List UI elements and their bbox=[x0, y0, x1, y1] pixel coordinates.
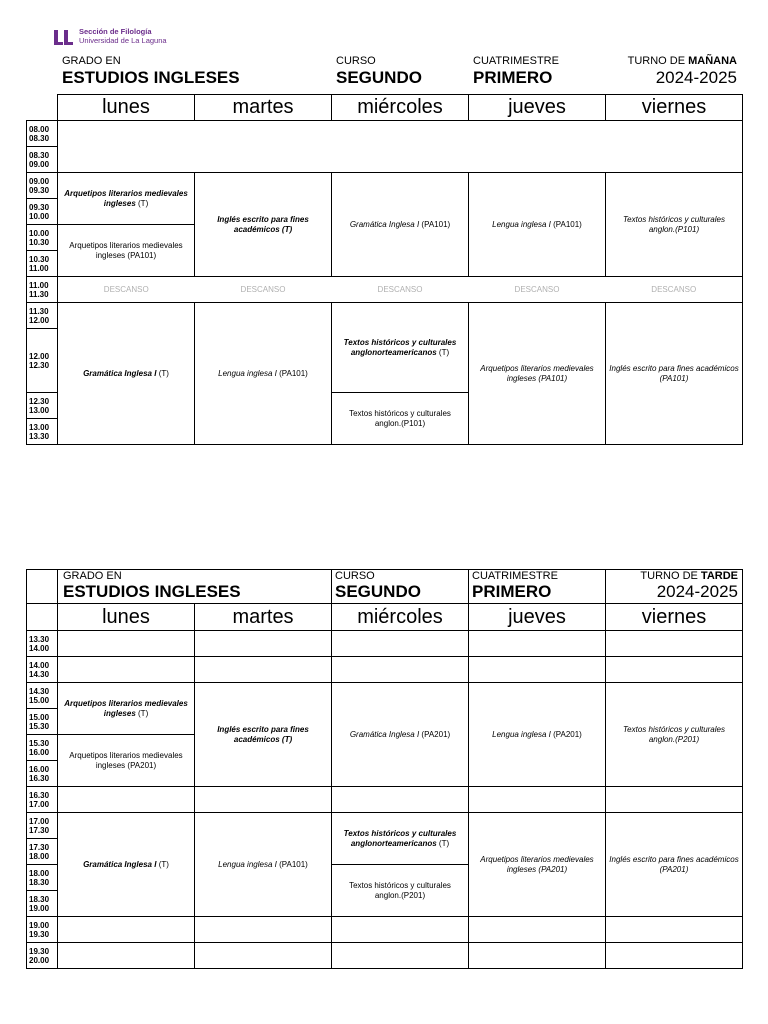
class-room: (T) bbox=[158, 368, 169, 378]
time-slot: 18.30 19.00 bbox=[27, 891, 58, 917]
corner-cell bbox=[27, 604, 58, 631]
class-cell bbox=[469, 303, 606, 445]
class-title: Textos históricos y culturales anglon.(P101) bbox=[623, 214, 725, 234]
cuatrimestre-label: CUATRIMESTRE bbox=[469, 570, 606, 582]
day-header: martes bbox=[195, 95, 332, 121]
time-slot: 14.00 14.30 bbox=[27, 657, 58, 683]
day-header: viernes bbox=[606, 95, 743, 121]
break-cell: DESCANSO bbox=[469, 277, 606, 303]
time-slot: 17.30 18.00 bbox=[27, 839, 58, 865]
class-room: (T) bbox=[158, 859, 169, 869]
turno-label bbox=[606, 570, 743, 582]
turno-prefix: TURNO DE bbox=[627, 55, 689, 67]
class-room: (PA201) bbox=[553, 729, 582, 739]
time-slot: 10.30 11.00 bbox=[27, 251, 58, 277]
time-slot: 16.30 17.00 bbox=[27, 787, 58, 813]
grado-title: ESTUDIOS INGLESES bbox=[58, 582, 332, 604]
morning-schedule-table bbox=[26, 94, 743, 445]
empty-cell bbox=[195, 787, 332, 813]
ull-logo-icon bbox=[52, 28, 74, 46]
time-slot: 12.30 13.00 bbox=[27, 393, 58, 419]
class-room: (PA101) bbox=[279, 368, 308, 378]
empty-cell bbox=[332, 787, 469, 813]
class-room: (T) bbox=[138, 198, 149, 208]
class-title: Textos históricos y culturales anglonorteamericanos bbox=[343, 337, 457, 357]
empty-cell bbox=[606, 943, 743, 969]
class-cell bbox=[469, 173, 606, 277]
turno-value: MAÑANA bbox=[688, 55, 737, 67]
class-cell bbox=[606, 683, 743, 787]
class-title: Lengua inglesa I bbox=[492, 729, 551, 739]
curso-value: SEGUNDO bbox=[336, 68, 422, 87]
empty-cell bbox=[332, 657, 469, 683]
empty-cell bbox=[606, 631, 743, 657]
time-slot: 12.00 12.30 bbox=[27, 329, 58, 393]
class-title: Arquetipos literarios medievales ingleses bbox=[64, 188, 188, 208]
empty-cell bbox=[58, 631, 195, 657]
day-header: jueves bbox=[469, 604, 606, 631]
afternoon-schedule-table bbox=[26, 569, 743, 969]
empty-cell bbox=[469, 787, 606, 813]
time-slot: 14.30 15.00 bbox=[27, 683, 58, 709]
time-slot: 13.00 13.30 bbox=[27, 419, 58, 445]
cuatrimestre-value: PRIMERO bbox=[473, 68, 553, 87]
turno-value: TARDE bbox=[700, 569, 738, 582]
day-header: viernes bbox=[606, 604, 743, 631]
class-cell bbox=[606, 173, 743, 277]
day-header: martes bbox=[195, 604, 332, 631]
class-title: Inglés escrito para fines académicos (PA201) bbox=[609, 854, 739, 874]
class-cell bbox=[58, 303, 195, 445]
class-cell bbox=[58, 683, 195, 735]
class-room: (T) bbox=[438, 838, 450, 848]
time-slot: 13.30 14.00 bbox=[27, 631, 58, 657]
empty-cell bbox=[195, 657, 332, 683]
class-cell bbox=[469, 683, 606, 787]
class-title: Textos históricos y culturales anglon.(P201) bbox=[623, 724, 725, 744]
grado-title: ESTUDIOS INGLESES bbox=[62, 68, 240, 87]
corner-cell bbox=[27, 570, 58, 582]
time-slot: 16.00 16.30 bbox=[27, 761, 58, 787]
corner-cell bbox=[27, 95, 58, 121]
class-cell: Arquetipos literarios medievales ingleses (PA201) bbox=[58, 735, 195, 787]
logo-line2: Universidad de La Laguna bbox=[79, 36, 167, 45]
day-header: jueves bbox=[469, 95, 606, 121]
class-cell bbox=[469, 813, 606, 917]
class-room: (PA201) bbox=[421, 729, 451, 739]
class-title: Inglés escrito para fines académicos (T) bbox=[217, 214, 309, 234]
class-cell bbox=[606, 813, 743, 917]
class-cell bbox=[606, 303, 743, 445]
grado-label: GRADO EN bbox=[62, 55, 121, 67]
time-slot: 17.00 17.30 bbox=[27, 813, 58, 839]
cuatrimestre-value: PRIMERO bbox=[469, 582, 606, 604]
time-slot: 19.30 20.00 bbox=[27, 943, 58, 969]
break-cell: DESCANSO bbox=[195, 277, 332, 303]
curso-value: SEGUNDO bbox=[332, 582, 469, 604]
break-cell: DESCANSO bbox=[58, 277, 195, 303]
class-cell bbox=[195, 173, 332, 277]
class-room: (PA101) bbox=[421, 219, 451, 229]
grado-label: GRADO EN bbox=[58, 570, 195, 582]
empty-cell bbox=[606, 917, 743, 943]
class-cell bbox=[332, 303, 469, 393]
day-header: miércoles bbox=[332, 604, 469, 631]
time-slot: 09.00 09.30 bbox=[27, 173, 58, 199]
empty-cell bbox=[469, 631, 606, 657]
class-cell bbox=[195, 813, 332, 917]
time-slot: 10.00 10.30 bbox=[27, 225, 58, 251]
break-cell: DESCANSO bbox=[332, 277, 469, 303]
day-header: miércoles bbox=[332, 95, 469, 121]
empty-cell bbox=[606, 787, 743, 813]
class-title: Lengua inglesa I bbox=[492, 219, 551, 229]
class-cell bbox=[332, 683, 469, 787]
time-slot: 08.30 09.00 bbox=[27, 147, 58, 173]
time-slot: 15.00 15.30 bbox=[27, 709, 58, 735]
empty-cell bbox=[58, 657, 195, 683]
class-title: Inglés escrito para fines académicos (T) bbox=[217, 724, 309, 744]
empty-cell bbox=[58, 943, 195, 969]
class-cell bbox=[58, 813, 195, 917]
class-title: Gramática Inglesa I bbox=[349, 219, 420, 229]
class-room: (PA101) bbox=[553, 219, 582, 229]
class-cell bbox=[195, 303, 332, 445]
class-cell bbox=[58, 173, 195, 225]
turno-label bbox=[628, 55, 737, 67]
university-logo bbox=[52, 26, 182, 50]
class-room: (PA101) bbox=[279, 859, 308, 869]
logo-line1: Sección de Filología bbox=[79, 27, 152, 36]
curso-label: CURSO bbox=[332, 570, 469, 582]
class-title: Gramática Inglesa I bbox=[83, 368, 157, 378]
header-blank bbox=[195, 570, 332, 582]
class-cell bbox=[332, 173, 469, 277]
academic-year: 2024-2025 bbox=[606, 582, 743, 604]
time-slot: 11.30 12.00 bbox=[27, 303, 58, 329]
corner-cell bbox=[27, 582, 58, 604]
empty-cell bbox=[195, 917, 332, 943]
class-title: Textos históricos y culturales anglonorteamericanos bbox=[343, 828, 457, 848]
class-room: (T) bbox=[138, 708, 149, 718]
class-cell: Textos históricos y culturales anglon.(P201) bbox=[332, 865, 469, 917]
class-title: Lengua inglesa I bbox=[218, 859, 277, 869]
empty-cell bbox=[58, 917, 195, 943]
empty-cell bbox=[469, 943, 606, 969]
empty-block bbox=[58, 121, 743, 173]
class-cell bbox=[195, 683, 332, 787]
empty-cell bbox=[195, 943, 332, 969]
empty-cell bbox=[332, 917, 469, 943]
class-cell: Arquetipos literarios medievales ingleses (PA101) bbox=[58, 225, 195, 277]
empty-cell bbox=[469, 657, 606, 683]
class-cell bbox=[332, 813, 469, 865]
class-title: Arquetipos literarios medievales ingleses (PA201) bbox=[480, 854, 594, 874]
time-slot: 09.30 10.00 bbox=[27, 199, 58, 225]
curso-label: CURSO bbox=[336, 55, 376, 67]
cuatrimestre-label: CUATRIMESTRE bbox=[473, 55, 559, 67]
class-room: (T) bbox=[438, 347, 450, 357]
empty-cell bbox=[58, 787, 195, 813]
day-header: lunes bbox=[58, 95, 195, 121]
empty-cell bbox=[332, 943, 469, 969]
class-title: Lengua inglesa I bbox=[218, 368, 277, 378]
time-slot: 19.00 19.30 bbox=[27, 917, 58, 943]
day-header: lunes bbox=[58, 604, 195, 631]
empty-cell bbox=[332, 631, 469, 657]
empty-cell bbox=[606, 657, 743, 683]
class-cell: Textos históricos y culturales anglon.(P101) bbox=[332, 393, 469, 445]
class-title: Gramática Inglesa I bbox=[349, 729, 420, 739]
empty-cell bbox=[195, 631, 332, 657]
break-cell: DESCANSO bbox=[606, 277, 743, 303]
academic-year: 2024-2025 bbox=[655, 68, 737, 87]
empty-cell bbox=[469, 917, 606, 943]
time-slot: 15.30 16.00 bbox=[27, 735, 58, 761]
class-title: Arquetipos literarios medievales ingleses (PA101) bbox=[480, 363, 594, 383]
class-title: Gramática Inglesa I bbox=[83, 859, 157, 869]
time-slot: 18.00 18.30 bbox=[27, 865, 58, 891]
class-title: Arquetipos literarios medievales ingleses bbox=[64, 698, 188, 718]
time-slot: 08.00 08.30 bbox=[27, 121, 58, 147]
time-slot: 11.00 11.30 bbox=[27, 277, 58, 303]
turno-prefix: TURNO DE bbox=[640, 569, 701, 582]
class-title: Inglés escrito para fines académicos (PA101) bbox=[609, 363, 739, 383]
